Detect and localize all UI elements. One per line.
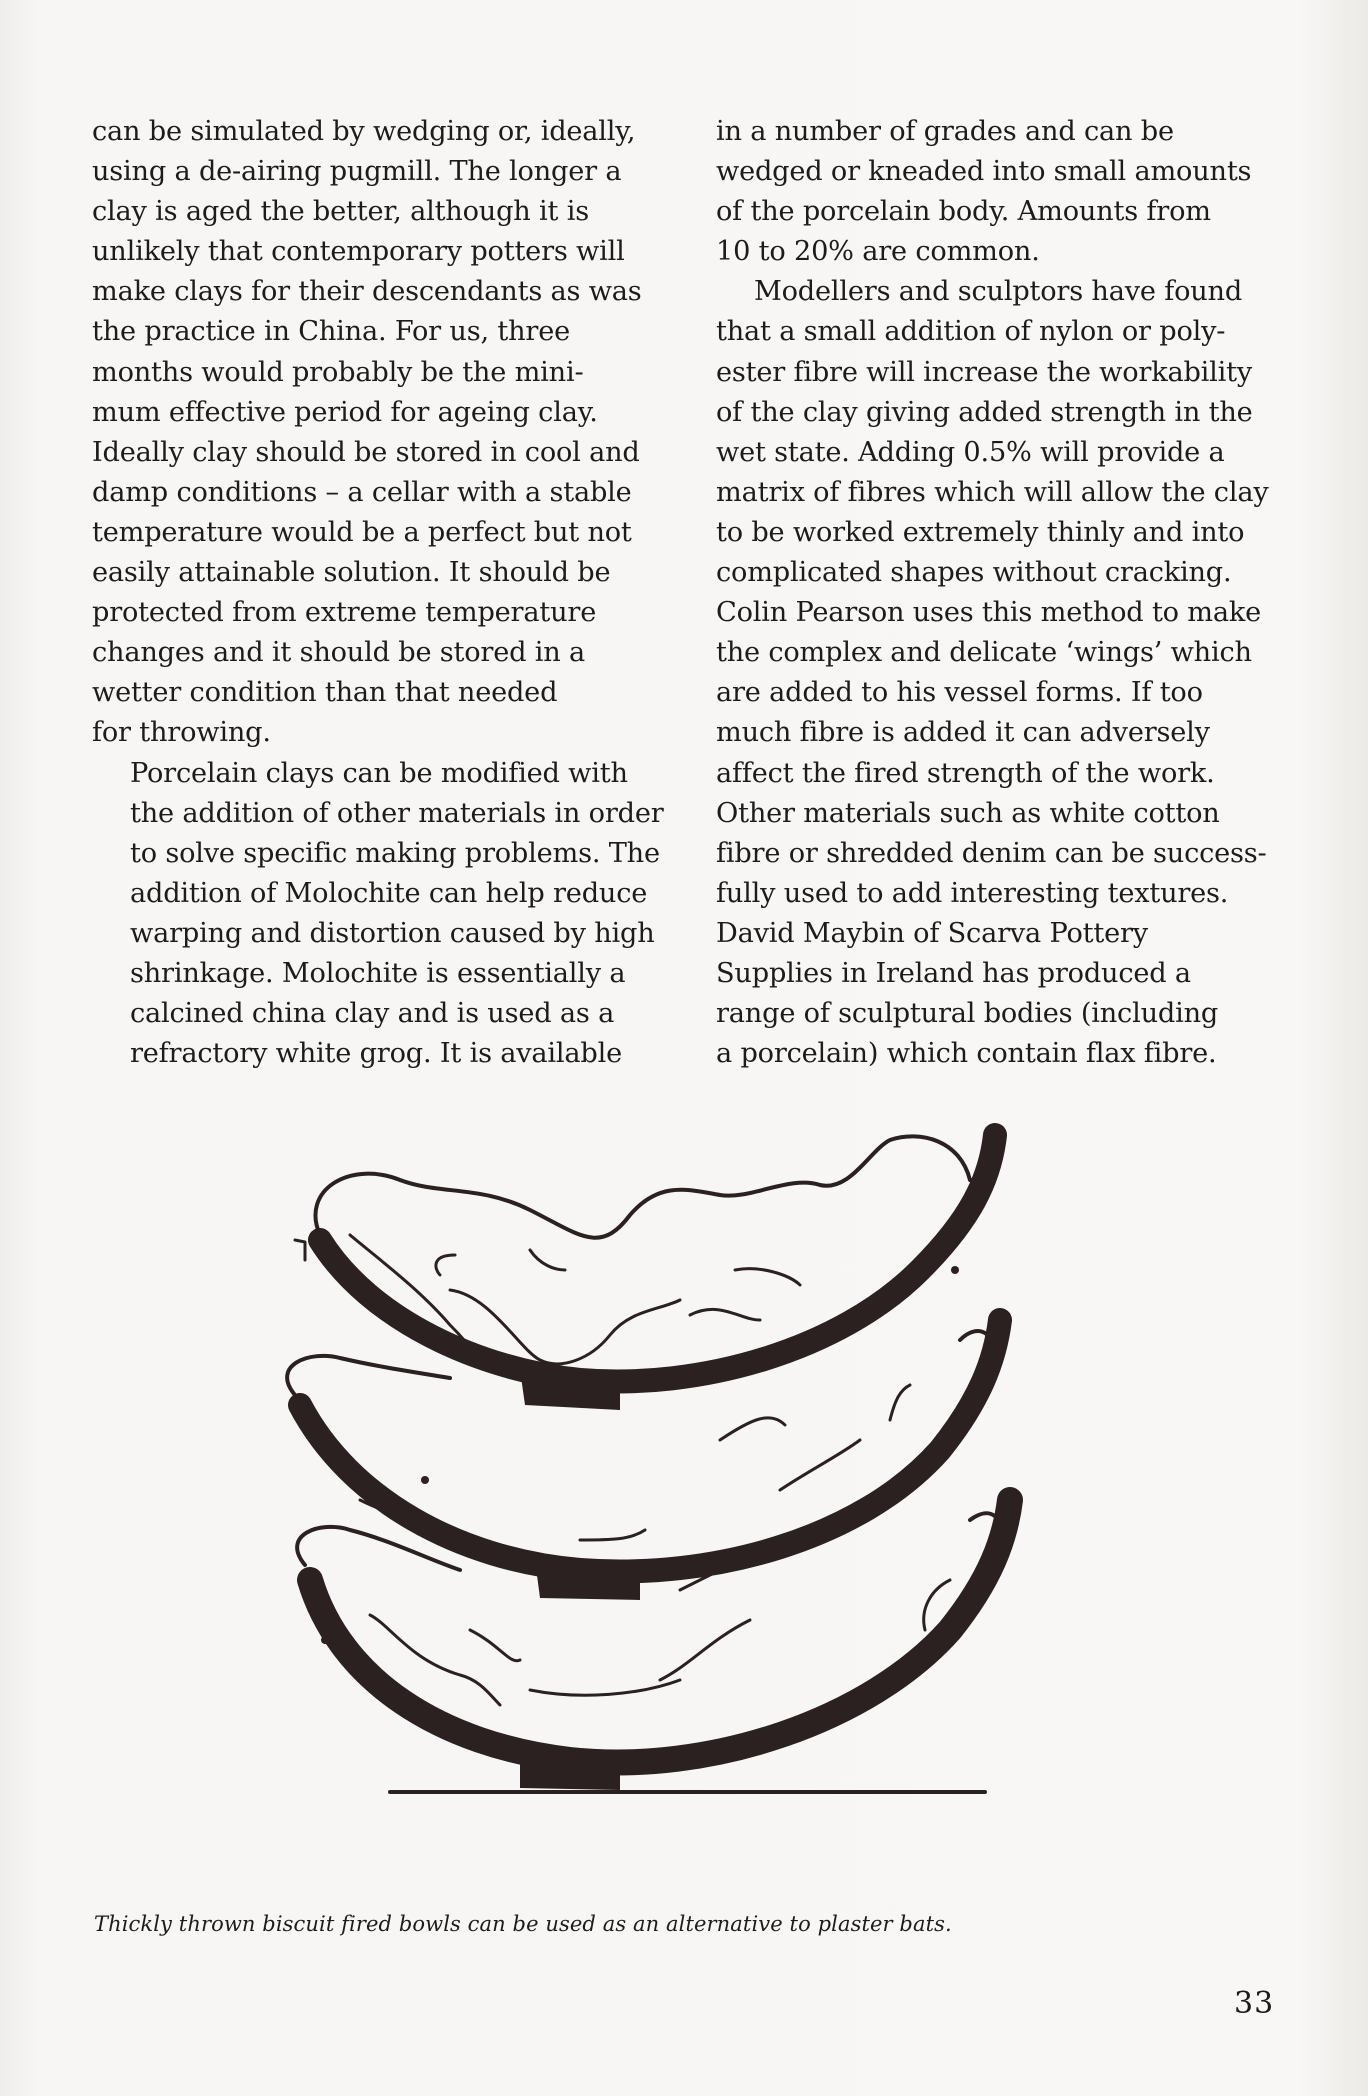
text-line: for throwing. (92, 717, 271, 749)
text-line: a porcelain) which contain flax fibre. (716, 1038, 1217, 1070)
top-bowl-inner (295, 1240, 305, 1260)
text-line: of the clay giving added strength in the (716, 396, 1253, 428)
bottom-bowl-wall (310, 1500, 1010, 1762)
paragraph-right-1 (716, 112, 1291, 272)
speckle-dot (321, 1636, 329, 1644)
text-line: range of sculptural bodies (including (716, 998, 1219, 1030)
top-bowl-inner (735, 1269, 800, 1285)
bottom-bowl-foot (520, 1750, 620, 1790)
top-bowl-foot (520, 1370, 620, 1410)
text-line: 10 to 20% are common. (716, 236, 1040, 268)
text-line: to solve specific making problems. The (130, 837, 660, 869)
text-line: Porcelain clays can be modified with (130, 757, 628, 789)
text-line: make clays for their descendants as was (92, 276, 642, 308)
text-line: damp conditions – a cellar with a stable (92, 476, 632, 508)
bowls-drawing (280, 1120, 1080, 1900)
page-number: 33 (1234, 1986, 1275, 2021)
text-line: Colin Pearson uses this method to make (716, 597, 1262, 629)
speckle-dot (421, 1476, 429, 1484)
paragraph-left-1 (92, 112, 652, 754)
text-line: the practice in China. For us, three (92, 316, 570, 348)
text-line: protected from extreme temperature (92, 597, 597, 629)
text-column-left (92, 112, 664, 1074)
text-line: addition of Molochite can help reduce (130, 877, 648, 909)
top-bowl-inner (530, 1250, 565, 1270)
text-line: to be worked extremely thinly and into (716, 516, 1245, 548)
text-line: wedged or kneaded into small amounts (716, 156, 1252, 188)
bottom-bowl-inner (470, 1630, 520, 1661)
top-bowl-inner (436, 1255, 455, 1275)
text-line: complicated shapes without cracking. (716, 557, 1232, 589)
text-line: Ideally clay should be stored in cool and (92, 436, 640, 468)
text-line: months would probably be the mini- (92, 356, 584, 388)
text-line: refractory white grog. It is available (130, 1038, 623, 1070)
text-line: matrix of fibres which will allow the clay (716, 476, 1269, 508)
text-line: easily attainable solution. It should be (92, 557, 611, 589)
text-line: calcined china clay and is used as a (130, 998, 615, 1030)
middle-bowl-foot (535, 1560, 640, 1600)
text-line: David Maybin of Scarva Pottery (716, 917, 1148, 949)
text-line: wetter condition than that needed (92, 677, 558, 709)
middle-bowl-wall (300, 1320, 1000, 1572)
text-line: Other materials such as white cotton (716, 797, 1220, 829)
text-line: of the porcelain body. Amounts from (716, 196, 1211, 228)
middle-bowl-inner (890, 1385, 910, 1420)
text-line: temperature would be a perfect but not (92, 516, 632, 548)
text-line: warping and distortion caused by high (130, 917, 655, 949)
text-line: are added to his vessel forms. If too (716, 677, 1203, 709)
speckle-dot (951, 1266, 959, 1274)
stacked-bowls-illustration (280, 1120, 1080, 1900)
text-line: unlikely that contemporary potters will (92, 236, 625, 268)
top-bowl-inner (690, 1309, 760, 1320)
top-bowl-outline (315, 1136, 970, 1237)
text-line: Supplies in Ireland has produced a (716, 957, 1191, 989)
text-line: fibre or shredded denim can be success- (716, 837, 1267, 869)
text-line: shrinkage. Molochite is essentially a (130, 957, 626, 989)
middle-bowl-outline (287, 1356, 450, 1395)
middle-bowl-inner (720, 1418, 785, 1440)
text-line: changes and it should be stored in a (92, 637, 586, 669)
middle-bowl-inner (580, 1530, 645, 1540)
bottom-bowl-inner (660, 1620, 750, 1680)
text-line: the complex and delicate ‘wings’ which (716, 637, 1252, 669)
bottom-bowl-inner (530, 1680, 680, 1695)
text-line: fully used to add interesting textures. (716, 877, 1229, 909)
paragraph-right-2 (716, 272, 1291, 1074)
text-line: that a small addition of nylon or poly- (716, 316, 1226, 348)
text-line: in a number of grades and can be (716, 116, 1174, 147)
figure-caption: Thickly thrown biscuit fired bowls can be used as an alternative to plaster bats. (94, 1912, 952, 1936)
text-line: using a de-airing pugmill. The longer a (92, 156, 622, 188)
middle-bowl-inner (780, 1440, 860, 1490)
text-line: ester fibre will increase the workability (716, 356, 1253, 388)
text-column-right (716, 112, 1291, 1074)
text-line: affect the fired strength of the work. (716, 757, 1215, 789)
text-line: mum effective period for ageing clay. (92, 396, 598, 428)
top-bowl-wall (320, 1135, 995, 1382)
text-line: Modellers and sculptors have found (754, 276, 1243, 308)
text-line: the addition of other materials in order (130, 797, 664, 829)
text-line: much fibre is added it can adversely (716, 717, 1210, 749)
text-line: wet state. Adding 0.5% will provide a (716, 436, 1225, 468)
paragraph-left-2 (92, 754, 664, 1075)
text-line: can be simulated by wedging or, ideally, (92, 116, 636, 147)
text-line: clay is aged the better, although it is (92, 196, 589, 228)
